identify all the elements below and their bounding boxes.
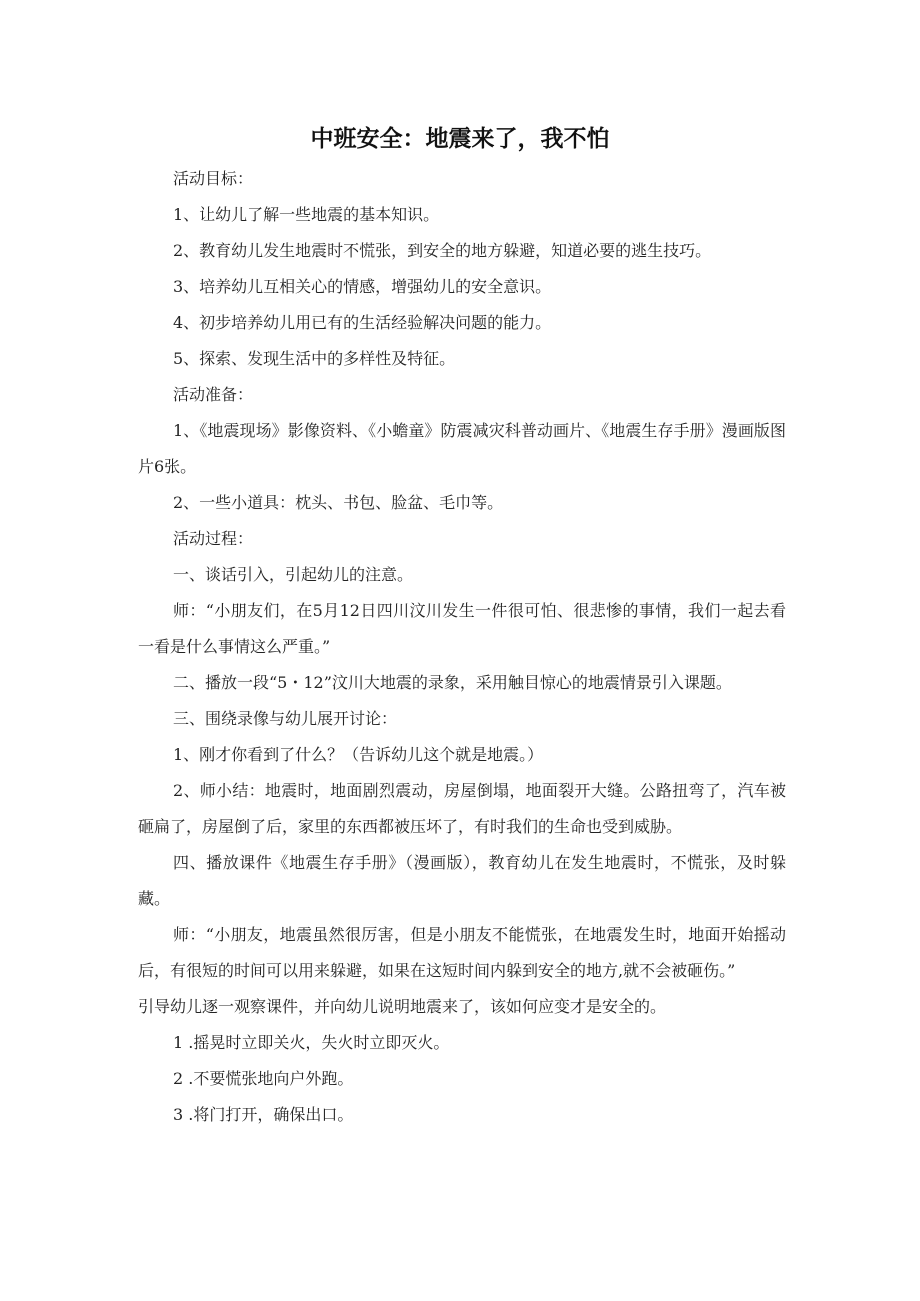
paragraph-process-heading: 活动过程：	[173, 529, 254, 548]
paragraph-goals-heading: 活动目标：	[173, 169, 254, 188]
paragraph-step-1: 一、谈话引入，引起幼儿的注意。	[173, 565, 414, 584]
paragraph-step-3: 三、围绕录像与幼儿展开讨论：	[173, 709, 398, 728]
paragraph-goal-2: 2、教育幼儿发生地震时不慌张，到安全的地方躲避，知道必要的逃生技巧。	[173, 241, 712, 260]
paragraph-step-4: 四、播放课件《地震生存手册》（漫画版），教育幼儿在发生地震时，不慌张，及时躲藏。	[138, 853, 786, 908]
paragraph-prep-2: 2、一些小道具：枕头、书包、脸盆、毛巾等。	[173, 493, 504, 512]
paragraph-guide: 引导幼儿逐一观察课件，并向幼儿说明地震来了，该如何应变才是安全的。	[138, 997, 667, 1016]
paragraph-prep-heading: 活动准备：	[173, 385, 254, 404]
paragraph-tip-3: 3 .将门打开，确保出口。	[173, 1105, 354, 1124]
paragraph-tip-1: 1 .摇晃时立即关火，失火时立即灭火。	[173, 1033, 450, 1052]
paragraph-goal-1: 1、让幼儿了解一些地震的基本知识。	[173, 205, 440, 224]
paragraph-tip-2: 2 .不要慌张地向户外跑。	[173, 1069, 354, 1088]
paragraph-teacher-quote-2: 师：“小朋友，地震虽然很厉害，但是小朋友不能慌张，在地震发生时，地面开始摇动后，有很短的时间可以用来躲避，如果在这短时间内躲到安全的地方,就不会被砸伤。”	[138, 925, 786, 980]
paragraph-teacher-quote-1: 师：“小朋友们，在5月12日四川汶川发生一件很可怕、很悲惨的事情，我们一起去看一看是什么事情这么严重。”	[138, 601, 786, 656]
document-body	[138, 161, 786, 1133]
paragraph-discussion-2: 2、师小结：地震时，地面剧烈震动，房屋倒塌，地面裂开大缝。公路扭弯了，汽车被砸扁了，房屋倒了后，家里的东西都被压坏了，有时我们的生命也受到威胁。	[138, 781, 786, 836]
paragraph-prep-1: 1、《地震现场》影像资料、《小蟾童》防震减灾科普动画片、《地震生存手册》漫画版图片6张。	[138, 421, 786, 476]
paragraph-goal-3: 3、培养幼儿互相关心的情感，增强幼儿的安全意识。	[173, 277, 552, 296]
paragraph-goal-5: 5、探索、发现生活中的多样性及特征。	[173, 349, 456, 368]
document-title: 中班安全：地震来了，我不怕	[310, 126, 610, 152]
paragraph-goal-4: 4、初步培养幼儿用已有的生活经验解决问题的能力。	[173, 313, 552, 332]
paragraph-discussion-1: 1、刚才你看到了什么？（告诉幼儿这个就是地震。）	[173, 745, 544, 764]
paragraph-step-2: 二、播放一段“5・12”汶川大地震的录象，采用触目惊心的地震情景引入课题。	[173, 673, 732, 692]
